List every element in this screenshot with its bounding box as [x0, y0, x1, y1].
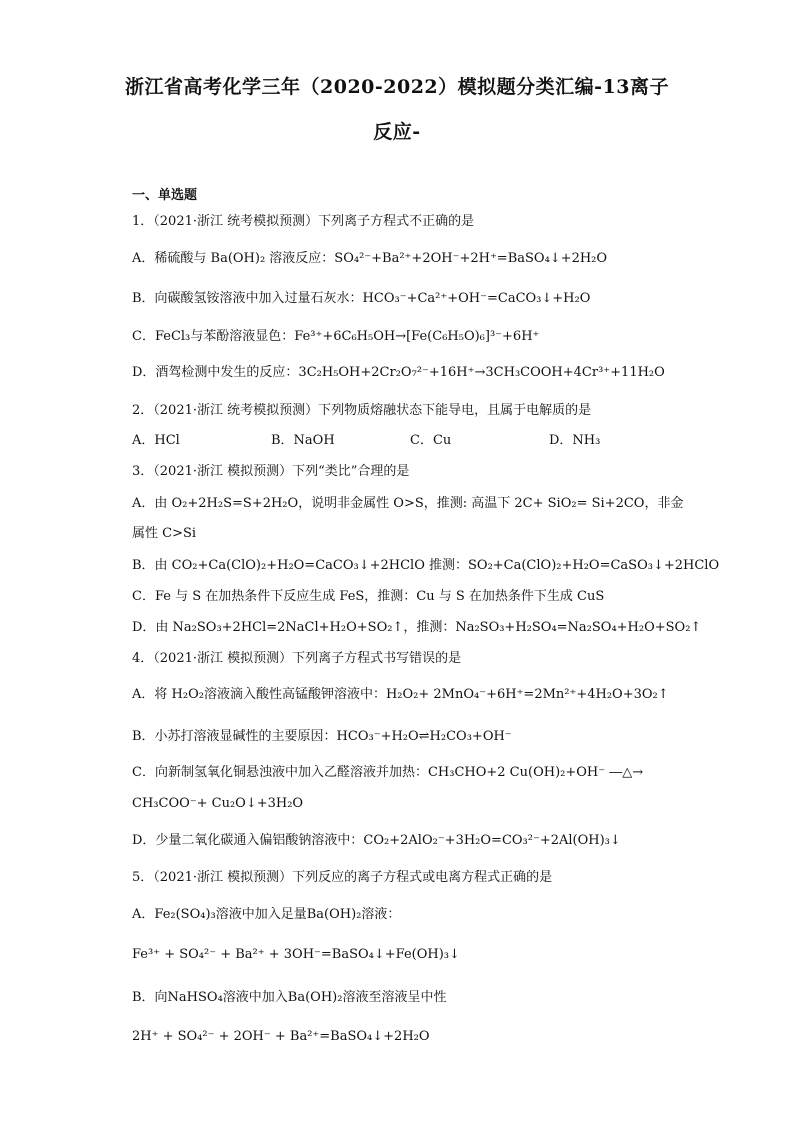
document-title-line2: 反应-	[373, 121, 421, 143]
question-3-option-d: D．由 Na₂SO₃+2HCl=2NaCl+H₂O+SO₂↑，推测：Na₂SO₃+H₂SO₄=Na₂SO₄+H₂O+SO₂↑	[132, 620, 702, 635]
question-4-option-b: B．小苏打溶液显碱性的主要原因：HCO₃⁻+H₂O⇌H₂CO₃+OH⁻	[132, 729, 512, 744]
question-5-option-b: B．向NaHSO₄溶液中加入Ba(OH)₂溶液至溶液呈中性	[132, 990, 447, 1005]
question-4-option-c-line1: C．向新制氢氧化铜悬浊液中加入乙醛溶液并加热：CH₃CHO+2 Cu(OH)₂+OH⁻ ―△→	[132, 765, 644, 780]
question-1-option-b: B．向碳酸氢铵溶液中加入过量石灰水：HCO₃⁻+Ca²⁺+OH⁻=CaCO₃↓+H₂O	[132, 291, 591, 306]
document-title-line1: 浙江省高考化学三年（2020-2022）模拟题分类汇编-13离子	[125, 76, 669, 98]
question-2-option-b: B．NaOH	[271, 433, 335, 448]
question-5-option-a: A．Fe₂(SO₄)₃溶液中加入足量Ba(OH)₂溶液：	[132, 907, 401, 922]
question-5: 5．（2021·浙江 模拟预测）下列反应的离子方程式或电离方程式正确的是	[132, 870, 553, 885]
question-1-option-a: A．稀硫酸与 Ba(OH)₂ 溶液反应：SO₄²⁻+Ba²⁺+2OH⁻+2H⁺=BaSO₄↓+2H₂O	[132, 251, 608, 266]
question-1-option-d: D．酒驾检测中发生的反应：3C₂H₅OH+2Cr₂O₇²⁻+16H⁺→3CH₃COOH+4Cr³⁺+11H₂O	[132, 365, 665, 380]
section-heading: 一、单选题	[132, 188, 198, 203]
question-2-option-a: A．HCl	[132, 433, 180, 448]
question-3-option-c: C．Fe 与 S 在加热条件下反应生成 FeS，推测：Cu 与 S 在加热条件下生成 CuS	[132, 589, 605, 604]
question-4: 4．（2021·浙江 模拟预测）下列离子方程式书写错误的是	[132, 651, 462, 666]
question-1-option-c: C．FeCl₃与苯酚溶液显色：Fe³⁺+6C₆H₅OH→[Fe(C₆H₅O)₆]³⁻+6H⁺	[132, 329, 540, 344]
question-3-option-b: B．由 CO₂+Ca(ClO)₂+H₂O=CaCO₃↓+2HClO 推测：SO₂+Ca(ClO)₂+H₂O=CaSO₃↓+2HClO	[132, 558, 720, 573]
question-2-option-d: D．NH₃	[549, 433, 601, 448]
question-3-option-a-line1: A．由 O₂+2H₂S=S+2H₂O，说明非金属性 O>S，推测: 高温下 2C+ SiO₂= Si+2CO，非金	[132, 496, 684, 511]
question-2-option-c: C．Cu	[410, 433, 452, 448]
question-4-option-d: D．少量二氧化碳通入偏铝酸钠溶液中：CO₂+2AlO₂⁻+3H₂O=CO₃²⁻+2Al(OH)₃↓	[132, 833, 621, 848]
question-1: 1．（2021·浙江 统考模拟预测）下列离子方程式不正确的是	[132, 214, 475, 229]
question-2: 2．（2021·浙江 统考模拟预测）下列物质熔融状态下能导电，且属于电解质的是	[132, 403, 592, 418]
question-3-option-a-line2: 属性 C>Si	[132, 526, 197, 541]
question-5-option-b-equation: 2H⁺ + SO₄²⁻ + 2OH⁻ + Ba²⁺=BaSO₄↓+2H₂O	[132, 1029, 430, 1044]
question-4-option-a: A．将 H₂O₂溶液滴入酸性高锰酸钾溶液中：H₂O₂+ 2MnO₄⁻+6H⁺=2Mn²⁺+4H₂O+3O₂↑	[132, 687, 669, 702]
question-5-option-a-equation: Fe³⁺ + SO₄²⁻ + Ba²⁺ + 3OH⁻=BaSO₄↓+Fe(OH)₃↓	[132, 947, 460, 962]
question-4-option-c-line2: CH₃COO⁻+ Cu₂O↓+3H₂O	[132, 796, 304, 811]
question-3: 3．（2021·浙江 模拟预测）下列“类比”合理的是	[132, 464, 410, 479]
